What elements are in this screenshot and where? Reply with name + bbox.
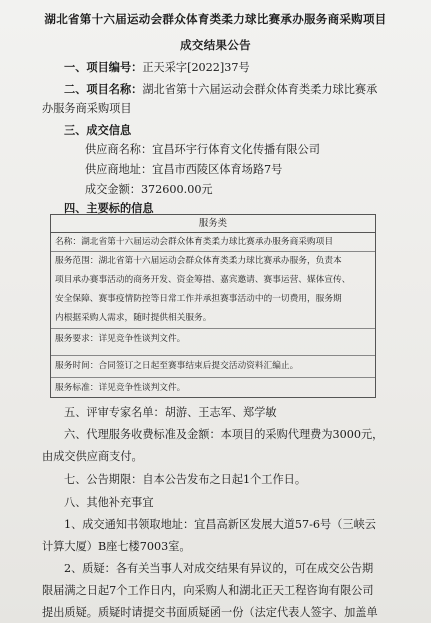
service-name: 名称：湖北省第十六届运动会群众体育类柔力球比赛承办服务商采购项目 xyxy=(55,237,333,247)
supplier-address: 供应商地址：宜昌市西陵区体育场路7号 xyxy=(85,163,283,176)
notice-address-line-1: 1、成交通知书领取地址：宜昌高新区发展大道57-6号（三峡云 xyxy=(64,518,376,531)
objection-line-1: 2、质疑：各有关当事人对成交结果有异议的，可在成交公告期 xyxy=(64,562,374,575)
agency-fee-line-1: 六、代理服务收费标准及金额：本项目的采购代理费为3000元， xyxy=(64,428,384,441)
service-category-header: 服务类 xyxy=(51,215,375,233)
main-subject-heading: 四、主要标的信息 xyxy=(64,201,154,215)
project-name-label: 二、项目名称： xyxy=(64,82,143,96)
deal-amount: 成交金额：372600.00元 xyxy=(85,183,213,196)
row-divider xyxy=(51,355,375,356)
objection-line-3: 提出质疑。质疑时请提交书面质疑函一份（法定代表人签字、加盖单 xyxy=(42,606,378,619)
title-line-1: 湖北省第十六届运动会群众体育类柔力球比赛承办服务商采购项目 xyxy=(44,12,387,26)
other-matters-heading: 八、其他补充事宜 xyxy=(64,496,154,509)
row-divider xyxy=(51,377,375,378)
project-number-value: 正天采字[2022]37号 xyxy=(142,61,250,74)
service-scope-3: 安全保障、赛事疫情防控等日常工作并承担赛事活动中的一切费用，服务期 xyxy=(55,294,342,304)
project-number xyxy=(64,60,250,75)
service-standard: 服务标准：详见竞争性谈判文件。 xyxy=(55,383,186,393)
service-scope-1: 服务范围：湖北省第十六届运动会群众体育类柔力球比赛承办服务，负责本 xyxy=(55,256,342,266)
service-scope-2: 项目承办赛事活动的商务开发、资金筹措、嘉宾邀请、赛事运营、媒体宣传、 xyxy=(55,275,351,285)
notice-address-line-2: 计算大厦）B座七楼7003室。 xyxy=(42,540,191,553)
project-name-value-2: 办服务商采购项目 xyxy=(42,102,132,115)
row-divider xyxy=(51,251,375,252)
service-info-table xyxy=(50,214,376,398)
project-name xyxy=(64,82,377,97)
project-number-label: 一、项目编号： xyxy=(64,60,143,74)
supplier-name: 供应商名称：宜昌环宇行体育文化传播有限公司 xyxy=(85,143,320,156)
project-name-value-1: 湖北省第十六届运动会群众体育类柔力球比赛承 xyxy=(142,83,378,96)
row-divider xyxy=(51,328,375,329)
deal-info-heading: 三、成交信息 xyxy=(64,123,132,137)
service-requirement: 服务要求：详见竞争性谈判文件。 xyxy=(55,334,186,344)
title-line-2: 成交结果公告 xyxy=(180,38,251,52)
agency-fee-line-2: 由成交供应商支付。 xyxy=(42,450,143,463)
service-scope-4: 内根据采购人需求，随时提供相关服务。 xyxy=(55,313,212,323)
objection-line-2: 限届满之日起7个工作日内，向采购人和湖北正天工程咨询有限公司 xyxy=(42,584,374,597)
service-time: 服务时间：合同签订之日起至赛事结束后提交活动资料汇编止。 xyxy=(55,361,299,371)
announcement-period: 七、公告期限：自本公告发布之日起1个工作日。 xyxy=(64,473,307,486)
review-experts: 五、评审专家名单：胡游、王志军、郑学敏 xyxy=(64,406,277,419)
